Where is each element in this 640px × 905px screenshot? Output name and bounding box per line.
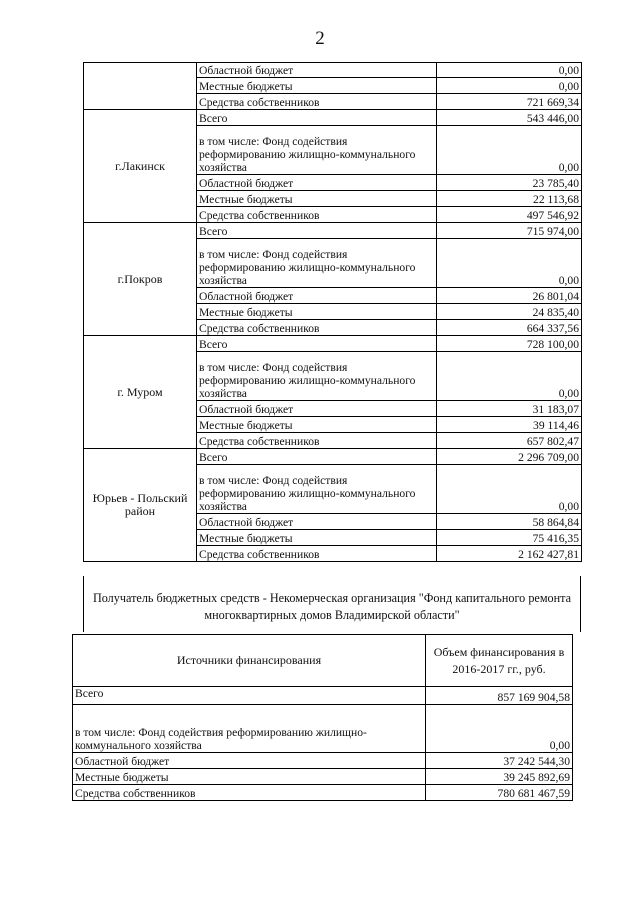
row-label: в том числе: Фонд содействия реформированию жилищно-коммунального хозяйства [197, 465, 437, 514]
row-value: 75 416,35 [437, 530, 582, 546]
table-header-row [73, 635, 573, 687]
row-label: Всего [73, 687, 426, 705]
row-value: 0,00 [437, 465, 582, 514]
table-row [84, 63, 582, 78]
row-label: Областной бюджет [197, 288, 437, 304]
row-value: 0,00 [437, 78, 582, 94]
row-value: 31 183,07 [437, 401, 582, 417]
table-row [84, 336, 582, 352]
row-label: Всего [197, 110, 437, 126]
table-row [73, 785, 573, 801]
row-label: Областной бюджет [73, 753, 426, 769]
table-row [84, 110, 582, 126]
row-value: 657 802,47 [437, 433, 582, 449]
row-value: 728 100,00 [437, 336, 582, 352]
row-value: 715 974,00 [437, 223, 582, 239]
row-value: 39 245 892,69 [426, 769, 573, 785]
row-label: в том числе: Фонд содействия реформированию жилищно-коммунального хозяйства [197, 239, 437, 288]
table-row [73, 687, 573, 705]
row-label: Областной бюджет [197, 175, 437, 191]
row-value: 0,00 [437, 63, 582, 78]
row-label: Средства собственников [197, 207, 437, 223]
summary-financing-table [72, 634, 573, 801]
row-label: Местные бюджеты [197, 530, 437, 546]
table-row [73, 705, 573, 753]
row-label: Всего [197, 223, 437, 239]
row-label: в том числе: Фонд содействия реформированию жилищно-коммунального хозяйства [197, 352, 437, 401]
budget-recipient-note: Получатель бюджетных средств - Некомерческая организация "Фонд капитального ремонта многоквартирных домов Владимирской области" [83, 576, 581, 632]
row-label: Местные бюджеты [197, 304, 437, 320]
row-label: Местные бюджеты [73, 769, 426, 785]
row-label: Областной бюджет [197, 63, 437, 78]
row-label: в том числе: Фонд содействия реформированию жилищно-коммунального хозяйства [197, 126, 437, 175]
row-value: 22 113,68 [437, 191, 582, 207]
row-value: 26 801,04 [437, 288, 582, 304]
row-value: 0,00 [437, 239, 582, 288]
table-row [84, 449, 582, 465]
row-value: 37 242 544,30 [426, 753, 573, 769]
row-value: 664 337,56 [437, 320, 582, 336]
row-label: Средства собственников [197, 320, 437, 336]
row-value: 24 835,40 [437, 304, 582, 320]
row-value: 543 446,00 [437, 110, 582, 126]
column-header-amount: Объем финансирования в 2016-2017 гг., руб. [426, 635, 573, 687]
row-value: 0,00 [437, 126, 582, 175]
row-label: Средства собственников [197, 94, 437, 110]
row-label: Местные бюджеты [197, 191, 437, 207]
row-label: Всего [197, 449, 437, 465]
row-label: Средства собственников [197, 433, 437, 449]
table-row [73, 753, 573, 769]
row-label: Местные бюджеты [197, 78, 437, 94]
row-label: Областной бюджет [197, 401, 437, 417]
row-label: в том числе: Фонд содействия реформированию жилищно-коммунального хозяйства [73, 705, 426, 753]
row-value: 780 681 467,59 [426, 785, 573, 801]
table-row [84, 223, 582, 239]
row-value: 2 162 427,81 [437, 546, 582, 562]
row-label: Всего [197, 336, 437, 352]
row-value: 2 296 709,00 [437, 449, 582, 465]
row-label: Средства собственников [73, 785, 426, 801]
row-value: 0,00 [426, 705, 573, 753]
row-value: 39 114,46 [437, 417, 582, 433]
row-value: 857 169 904,58 [426, 687, 573, 705]
territory-name: Юрьев - Польский район [84, 449, 197, 562]
row-label: Средства собственников [197, 546, 437, 562]
row-value: 721 669,34 [437, 94, 582, 110]
territory-financing-table [83, 62, 582, 562]
row-value: 0,00 [437, 352, 582, 401]
row-value: 23 785,40 [437, 175, 582, 191]
row-value: 497 546,92 [437, 207, 582, 223]
territory-name: г.Лакинск [84, 110, 197, 223]
row-label: Областной бюджет [197, 514, 437, 530]
territory-name: г.Покров [84, 223, 197, 336]
row-label: Местные бюджеты [197, 417, 437, 433]
row-value: 58 864,84 [437, 514, 582, 530]
page-number: 2 [315, 28, 325, 49]
territory-name: г. Муром [84, 336, 197, 449]
continuation-territory-cell [84, 63, 197, 110]
table-row [73, 769, 573, 785]
column-header-sources: Источники финансирования [73, 635, 426, 687]
